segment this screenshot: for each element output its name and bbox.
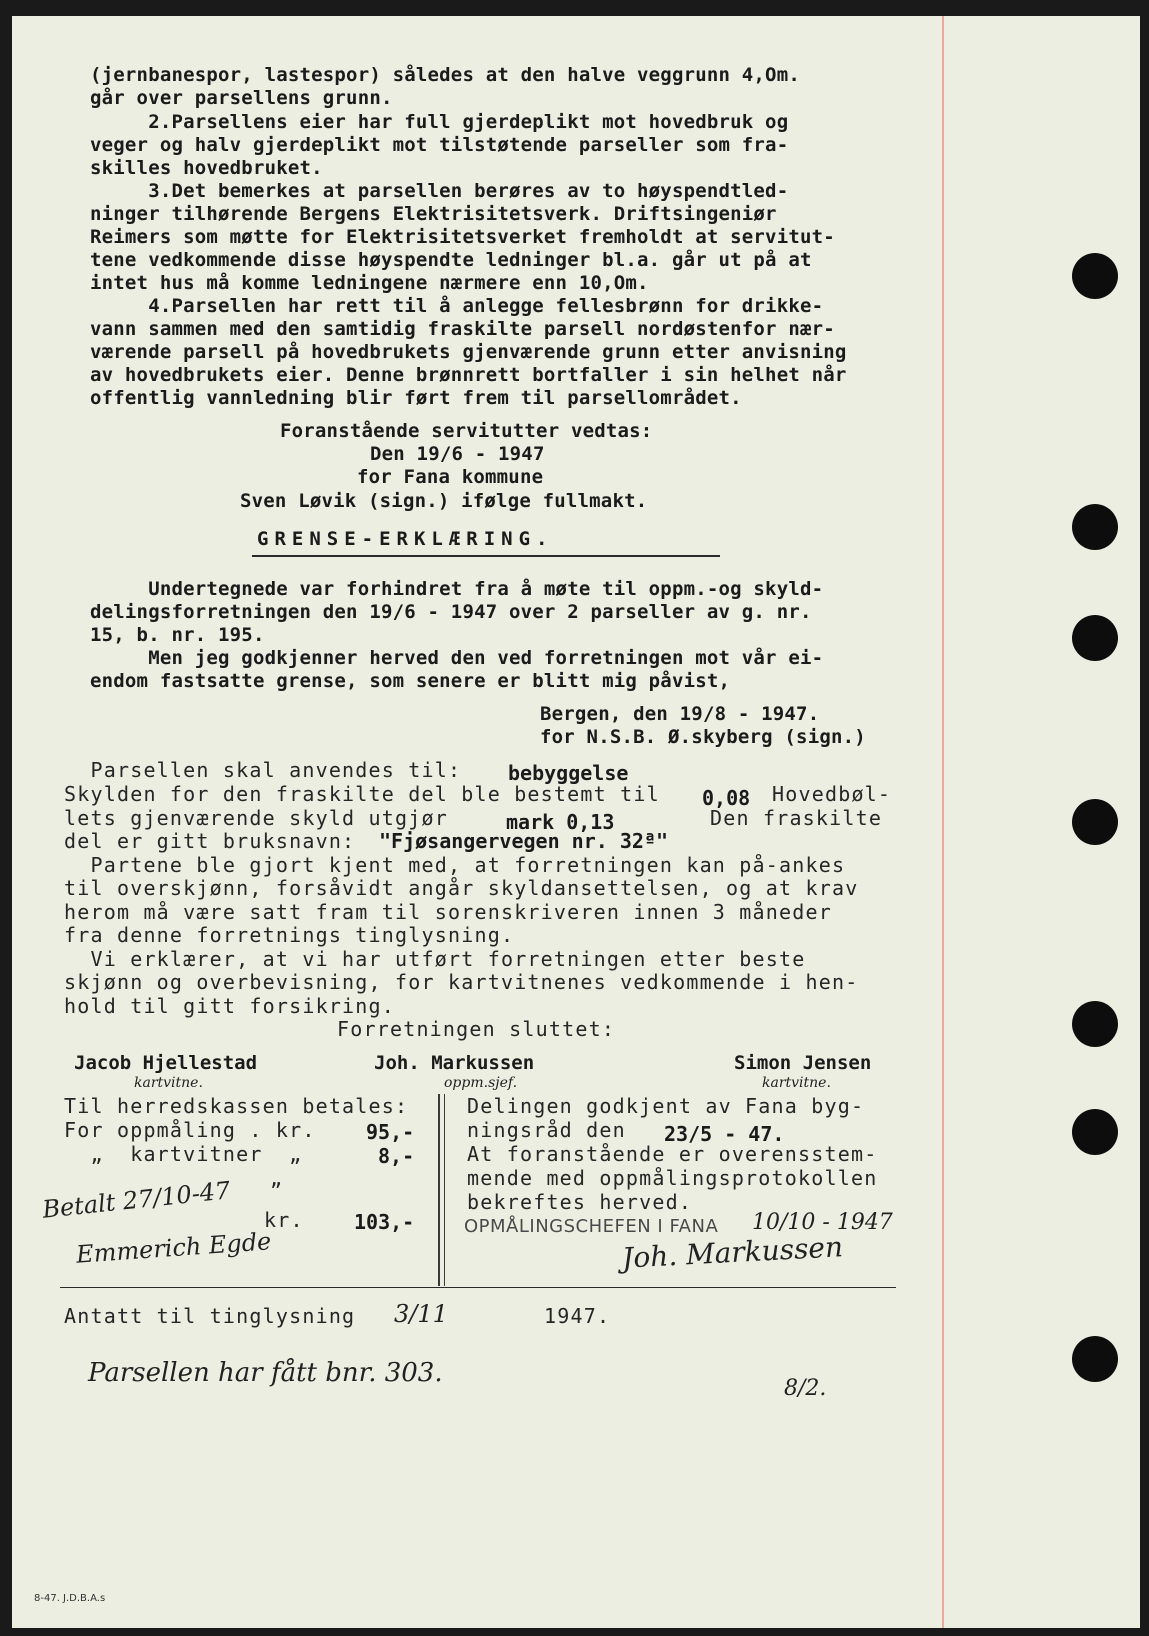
form-line: Den fraskilte xyxy=(710,806,883,830)
punch-hole xyxy=(1072,1001,1118,1047)
form-line: Skylden for den fraskilte del ble bestemt til xyxy=(64,782,660,806)
signature-name: Jacob Hjellestad xyxy=(74,1052,258,1074)
form-line: fra denne forretnings tinglysning. xyxy=(64,923,515,947)
grense-place-date: Bergen, den 19/8 - 1947. xyxy=(540,703,820,725)
punch-hole xyxy=(1072,253,1118,299)
signature-role: kartvitne. xyxy=(134,1075,203,1091)
vedtak-signer: Sven Løvik (sign.) ifølge fullmakt. xyxy=(240,490,648,512)
vedtak-kommune: for Fana kommune xyxy=(357,466,544,488)
punch-hole xyxy=(1072,1336,1118,1382)
form-line: kr. xyxy=(264,1208,304,1232)
text-line: (jernbanespor, lastespor) således at den halve veggrunn 4,Om. xyxy=(90,64,800,86)
text-line: av hovedbrukets eier. Denne brønnrett bortfaller i sin helhet når xyxy=(90,364,847,386)
oppmalingssjef-signature: Joh. Markussen xyxy=(621,1230,844,1275)
text-line: ninger tilhørende Bergens Elektrisitetsverk. Driftsingeniør xyxy=(90,203,777,225)
betalt-handwritten: Betalt 27/10-47 xyxy=(41,1176,232,1224)
form-line: For oppmåling . kr. xyxy=(64,1118,316,1142)
bruksnavn-value: "Fjøsangervegen nr. 32ª" xyxy=(379,829,668,853)
skyld-fraskilt-value: 0,08 xyxy=(702,786,751,810)
text-line: 15, b. nr. 195. xyxy=(90,624,265,646)
form-line: hold til gitt forsikring. xyxy=(64,994,396,1018)
text-line: 2.Parsellens eier har full gjerdeplikt mot hovedbruk og xyxy=(90,111,789,133)
text-line: skilles hovedbruket. xyxy=(90,157,323,179)
punch-hole xyxy=(1072,1109,1118,1155)
form-line: skjønn og overbevisning, for kartvitnenes vedkommende i hen- xyxy=(64,970,859,994)
forretning-sluttet: Forretningen sluttet: xyxy=(337,1017,616,1041)
form-line: Til herredskassen betales: xyxy=(64,1094,409,1118)
signature-name: Joh. Markussen xyxy=(374,1052,535,1074)
form-line: herom må være satt fram til sorenskriveren innen 3 måneder xyxy=(64,900,832,924)
divider-line xyxy=(60,1287,896,1288)
text-line: Reimers som møtte for Elektrisitetsverket fremholdt at servitut- xyxy=(90,226,835,248)
bnr-note-handwritten: Parsellen har fått bnr. 303. xyxy=(88,1358,443,1388)
form-line: Parsellen skal anvendes til: xyxy=(64,758,462,782)
tinglysning-date-handwritten: 3/11 xyxy=(394,1300,448,1328)
punch-hole xyxy=(1072,799,1118,845)
stamp-date-handwritten: 10/10 - 1947 xyxy=(752,1210,893,1235)
signature-role: oppm.sjef. xyxy=(444,1075,518,1091)
form-line: lets gjenværende skyld utgjør xyxy=(64,806,448,830)
grense-heading: GRENSE-ERKLÆRING. xyxy=(257,528,554,550)
kasserer-signature: Emmerich Egde xyxy=(75,1227,273,1269)
form-line: „ xyxy=(270,1166,284,1190)
form-line: At foranstående er overensstem- xyxy=(467,1142,878,1166)
sum-amount: 103,- xyxy=(354,1210,415,1234)
tinglysning-label: Antatt til tinglysning xyxy=(64,1304,356,1328)
oppmaling-amount: 95,- xyxy=(366,1120,415,1144)
text-line: tene vedkommende disse høyspendte ledninger bl.a. går ut på at xyxy=(90,249,812,271)
margin-line xyxy=(942,16,944,1628)
vedtak-date: Den 19/6 - 1947 xyxy=(370,443,545,465)
form-line: Partene ble gjort kjent med, at forretningen kan på-ankes xyxy=(64,853,846,877)
column-divider xyxy=(444,1094,445,1286)
punch-hole xyxy=(1072,615,1118,661)
text-line: veger og halv gjerdeplikt mot tilstøtende parseller som fra- xyxy=(90,134,789,156)
text-line: intet hus må komme ledningene nærmere enn 10,Om. xyxy=(90,272,649,294)
form-line: „ kartvitner „ xyxy=(64,1142,303,1166)
kartvitner-amount: 8,- xyxy=(378,1144,415,1168)
form-line: Hovedbøl- xyxy=(772,782,892,806)
text-line: endom fastsatte grense, som senere er blitt mig påvist, xyxy=(90,670,731,692)
form-line: ningsråd den xyxy=(467,1118,626,1142)
text-line: offentlig vannledning blir ført frem til parsellområdet. xyxy=(90,387,742,409)
grense-signer: for N.S.B. Ø.skyberg (sign.) xyxy=(540,726,866,748)
tinglysning-year: 1947. xyxy=(544,1304,611,1328)
vedtak-heading: Foranstående servitutter vedtas: xyxy=(280,420,653,442)
anvendelse-value: bebyggelse xyxy=(508,761,629,785)
signature-name: Simon Jensen xyxy=(734,1052,872,1074)
heading-underline xyxy=(252,555,720,557)
text-line: vann sammen med den samtidig fraskilte parsell nordøstenfor nær- xyxy=(90,318,835,340)
note-mark-handwritten: 8/2. xyxy=(784,1376,827,1401)
text-line: værende parsell på hovedbrukets gjenværende grunn etter anvisning xyxy=(90,341,847,363)
oppmaling-stamp: OPMÅLINGSCHEFEN I FANA xyxy=(464,1216,719,1237)
text-line: delingsforretningen den 19/6 - 1947 over 2 parseller av g. nr. xyxy=(90,601,812,623)
text-line: 3.Det bemerkes at parsellen berøres av to høyspendtled- xyxy=(90,180,789,202)
text-line: går over parsellens grunn. xyxy=(90,87,393,109)
text-line: 4.Parsellen har rett til å anlegge fellesbrønn for drikke- xyxy=(90,295,824,317)
column-divider xyxy=(438,1094,440,1286)
form-line: bekreftes herved. xyxy=(467,1190,693,1214)
print-footer: 8-47. J.D.B.A.s xyxy=(34,1593,106,1604)
form-line: Vi erklærer, at vi har utført forretningen etter beste xyxy=(64,947,806,971)
form-line: Delingen godkjent av Fana byg- xyxy=(467,1094,865,1118)
text-line: Men jeg godkjenner herved den ved forretningen mot vår ei- xyxy=(90,647,824,669)
skyld-gjenvaerende-value: mark 0,13 xyxy=(506,810,615,834)
signature-role: kartvitne. xyxy=(762,1075,831,1091)
form-line: mende med oppmålingsprotokollen xyxy=(467,1166,878,1190)
godkjent-dato: 23/5 - 47. xyxy=(664,1122,785,1146)
document-page xyxy=(12,16,1140,1628)
punch-hole xyxy=(1072,504,1118,550)
form-line: til overskjønn, forsåvidt angår skyldansettelsen, og at krav xyxy=(64,876,859,900)
form-line: del er gitt bruksnavn: xyxy=(64,829,356,853)
text-line: Undertegnede var forhindret fra å møte til oppm.-og skyld- xyxy=(90,578,824,600)
